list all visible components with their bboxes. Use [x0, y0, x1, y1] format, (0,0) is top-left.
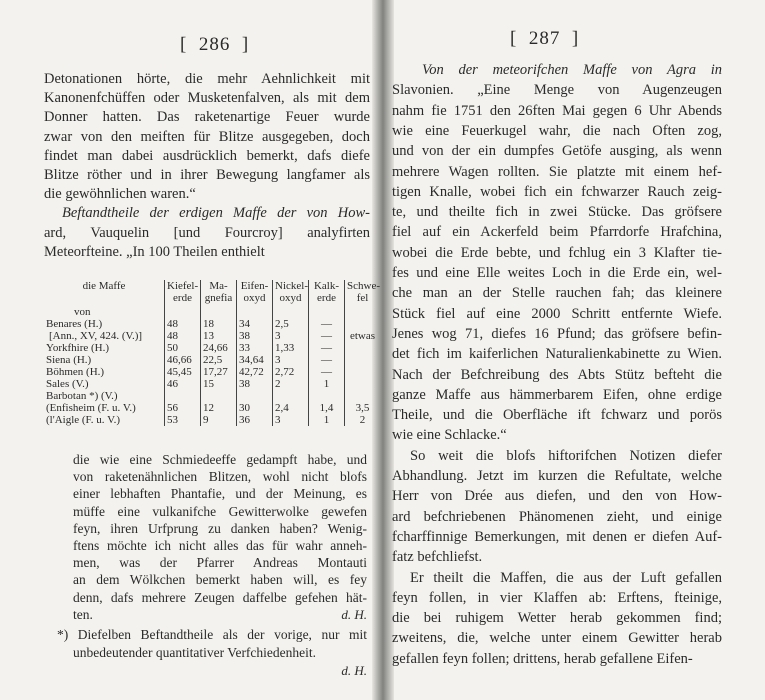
- text-line: Detonationen hörte, die mehr Aehnlichkeit mit: [44, 71, 370, 87]
- table-cell: [273, 390, 309, 402]
- table-header-row: [44, 280, 380, 306]
- table-cell: 34: [237, 318, 273, 330]
- text-line: che man an der Stelle rauchen fah; das kleinere: [392, 285, 722, 302]
- text-line: Meteorfteine. „In 100 Theilen enthielt: [44, 243, 265, 260]
- text-line: und von der ein dumpfes Getöfe ausging, als wenn: [392, 143, 722, 160]
- row-label: Yorkfhire (H.): [46, 342, 110, 354]
- table-cell: 33: [237, 342, 273, 354]
- text-line: ten.: [73, 606, 93, 622]
- table-cell: [345, 390, 381, 402]
- table-cell: [165, 390, 201, 402]
- text-line: fes und eine Elle weites Loch in die Erde ein, wel-: [392, 265, 722, 281]
- table-cell: 1,4: [309, 402, 345, 414]
- table-cell: 17,27: [201, 366, 237, 378]
- text-line: fiel auf ein Ackerfeld beim Pfarrdorfe Hrafchina,: [392, 224, 722, 241]
- table-cell: [201, 390, 237, 402]
- text-line: gefallen feyn follen; drittens, herab gefallene Eifen-: [392, 650, 693, 667]
- table-cell: 2,5: [273, 318, 309, 330]
- text-line: mehrere Wagen rollten. Sie platzte mit einem hef-: [392, 163, 722, 180]
- column-header: Ma- gnefia: [201, 280, 237, 306]
- table-cell: 18: [201, 318, 237, 330]
- row-label: (Enfisheim (F. u. V.): [46, 402, 136, 414]
- text-line: Er theilt die Maffen, die aus der Luft gefallen: [410, 569, 722, 586]
- table-row: [44, 354, 380, 366]
- row-label: [Ann., XV, 424. (V.)]: [49, 330, 143, 342]
- text-line: unbedeutender quantitativer Verfchiedenheit.: [73, 644, 317, 660]
- table-row: [44, 414, 380, 426]
- table-cell: 3,5: [345, 402, 381, 414]
- text-line: zweitens, die, welche unter einem Gewitter herab: [392, 630, 722, 647]
- table-cell: 13: [201, 330, 237, 342]
- text-line: die gewöhnlichen waren.“: [44, 186, 196, 203]
- table-row: [44, 330, 380, 342]
- text-line: die bei ruhigem Wetter herab gekommen find;: [392, 610, 722, 627]
- table-cell: etwas: [345, 330, 381, 342]
- table-cell: —: [309, 330, 345, 342]
- text-line: wie eine Schlacke.“: [392, 427, 507, 444]
- table-cell: 1: [309, 378, 345, 390]
- text-line: d. H.: [341, 662, 367, 678]
- table-cell: [345, 318, 381, 330]
- table-cell: [345, 354, 381, 366]
- text-line: denn, dafs mehrere Zeugen daffelbe gefehen hät-: [73, 589, 367, 605]
- table-cell: [237, 306, 273, 318]
- row-label: (l'Aigle (F. u. V.): [46, 414, 121, 426]
- table-cell: 22,5: [201, 354, 237, 366]
- text-line: d. H.: [341, 606, 367, 622]
- column-header: Schwe- fel: [345, 280, 381, 306]
- table-cell: 12: [201, 402, 237, 414]
- table-cell: [273, 306, 309, 318]
- text-line: Kanonenfchüffen oder Musketenfalven, als mit dem: [44, 90, 370, 107]
- table-cell: 2: [345, 414, 381, 426]
- text-line: det fich im kaiferlichen Naturalienkabinette zu Wien.: [392, 346, 722, 363]
- table-cell: 46: [165, 378, 201, 390]
- text-line: fcharffinnige Bemerkungen, mit denen er diefen Auf-: [392, 528, 722, 545]
- text-line: zwar von den meiften für Blitze ausgegeben, doch: [44, 128, 370, 145]
- row-label: Böhmen (H.): [46, 366, 105, 378]
- table-cell: 30: [237, 402, 273, 414]
- table-cell: 48: [165, 318, 201, 330]
- row-label: Siena (H.): [46, 354, 92, 366]
- text-line: müffe eine vulkanifche Gewitterwolke gewefen: [73, 503, 367, 519]
- table-body: [44, 306, 380, 426]
- text-line: einer lebhaften Phantafie, und der Meinung, es: [73, 486, 367, 502]
- text-line: tigen Knalle, wobei fich ein fchwarzer Rauch zeig-: [392, 183, 722, 200]
- table-cell: 2: [273, 378, 309, 390]
- table-cell: 48: [165, 330, 201, 342]
- text-line: Blitze röther und in ihrer Bewegung langfamer als: [44, 167, 370, 183]
- table-cell: [345, 306, 381, 318]
- table-cell: 38: [237, 330, 273, 342]
- text-line: ard befchriebenen Phänomenen zieht, und einige: [392, 508, 722, 525]
- text-line: von raketenähnlichen Blitzen, wohl nicht blofs: [73, 469, 367, 485]
- text-line: Beftandtheile der erdigen Maffe der von How-: [62, 205, 370, 222]
- text-line: feyn follen, in vier Klaffen ab: Erftens, fteinige,: [392, 589, 722, 606]
- column-header: Nickel- oxyd: [273, 280, 309, 306]
- text-line: Jenes wog 71, diefes 16 Pfund; das gröfsere befin-: [392, 325, 722, 342]
- text-line: Theile, und die Oberfläche ift fchwarz und porös: [392, 407, 722, 424]
- table-cell: 3: [273, 414, 309, 426]
- table-row: [44, 306, 380, 318]
- text-line: wie eine Feuerkugel wahr, die nach Often zog,: [392, 122, 722, 139]
- table-cell: —: [309, 318, 345, 330]
- text-line: findet man dabei ausdrücklich bemerkt, dafs diefe: [44, 147, 370, 164]
- table-cell: 36: [237, 414, 273, 426]
- text-line: So weit die blofs hiftorifchen Notizen diefer: [410, 447, 722, 464]
- table-cell: 46,66: [165, 354, 201, 366]
- row-label: Benares (H.): [46, 318, 103, 330]
- text-line: die wie eine Schmiedeeffe gedampft habe, und: [73, 452, 367, 467]
- table-cell: 24,66: [201, 342, 237, 354]
- text-line: fatz befchliefst.: [392, 549, 483, 566]
- text-line: te, und theilte fich in zwei Stücke. Das gröfsere: [392, 204, 722, 221]
- text-line: men, was der Pfarrer Andreas Montauti: [73, 555, 367, 571]
- table-cell: 50: [165, 342, 201, 354]
- table-cell: 34,64: [237, 354, 273, 366]
- table-row: [44, 342, 380, 354]
- table-cell: [201, 306, 237, 318]
- text-line: ard, Vauquelin [und Fourcroy] analyfirten: [44, 224, 370, 241]
- text-line: nahm fie 1751 den 26ften Mai gegen 6 Uhr Abends: [392, 102, 722, 119]
- table-cell: 42,72: [237, 366, 273, 378]
- table-cell: [345, 342, 381, 354]
- table-row: [44, 378, 380, 390]
- table-row: [44, 366, 380, 378]
- table-cell: 3: [273, 330, 309, 342]
- table-cell: [309, 390, 345, 402]
- text-line: *) Diefelben Beftandtheile als der vorige, nur mit: [57, 626, 367, 642]
- table-cell: 1: [309, 414, 345, 426]
- table-cell: [345, 366, 381, 378]
- table-cell: 15: [201, 378, 237, 390]
- text-line: Stück fiel auf eine 2000 Schritt entfernte Wiefe.: [392, 305, 722, 322]
- page-number: [ 286 ]: [180, 34, 250, 55]
- table-row: [44, 402, 380, 414]
- table-cell: 53: [165, 414, 201, 426]
- column-header: die Maffe: [82, 280, 126, 292]
- text-line: an dem Wölkchen bemerkt haben will, es fey: [73, 572, 367, 588]
- table-cell: —: [309, 366, 345, 378]
- table-cell: 45,45: [165, 366, 201, 378]
- text-line: Abhandlung. Jetzt im kurzen die Refultate, welche: [392, 468, 722, 484]
- table-cell: 38: [237, 378, 273, 390]
- text-line: ganze Maffe aus hämmerbarem Eifen, ohne erdige: [392, 386, 722, 403]
- text-line: ftens möchte ich nicht alles das für wahr anneh-: [73, 538, 367, 553]
- table-row: [44, 318, 380, 330]
- table-cell: 3: [273, 354, 309, 366]
- row-label: Barbotan *) (V.): [46, 390, 118, 402]
- table-cell: —: [309, 342, 345, 354]
- column-header: Kiefel- erde: [165, 280, 201, 306]
- table-cell: [309, 306, 345, 318]
- text-line: feyn, ihren Urfprung zu danken haben? Wenig-: [73, 520, 367, 536]
- text-line: Herr von Drée aus diefen, und den von How-: [392, 488, 722, 505]
- composition-table: [44, 280, 380, 426]
- row-label: Sales (V.): [46, 378, 89, 390]
- text-line: Slavonien. „Eine Menge von Augenzeugen: [392, 82, 722, 99]
- table-cell: [237, 390, 273, 402]
- column-header: Eifen- oxyd: [237, 280, 273, 306]
- table-cell: 56: [165, 402, 201, 414]
- page-number: [ 287 ]: [510, 28, 580, 49]
- text-line: wobei die Erde bebte, und fchlug ein 3 Klafter tie-: [392, 244, 722, 261]
- table-cell: 9: [201, 414, 237, 426]
- table-cell: [345, 378, 381, 390]
- column-header: Kalk- erde: [309, 280, 345, 306]
- text-line: Von der meteorifchen Maffe von Agra in: [422, 62, 722, 78]
- row-label: von: [74, 306, 91, 318]
- table-cell: 2,72: [273, 366, 309, 378]
- text-line: Donner hatten. Das raketenartige Feuer wurde: [44, 109, 370, 126]
- table-cell: [165, 306, 201, 318]
- table-cell: 2,4: [273, 402, 309, 414]
- table-cell: —: [309, 354, 345, 366]
- text-line: Nach der Befchreibung des Abts Stütz befteht die: [392, 366, 722, 383]
- table-row: [44, 390, 380, 402]
- table-cell: 1,33: [273, 342, 309, 354]
